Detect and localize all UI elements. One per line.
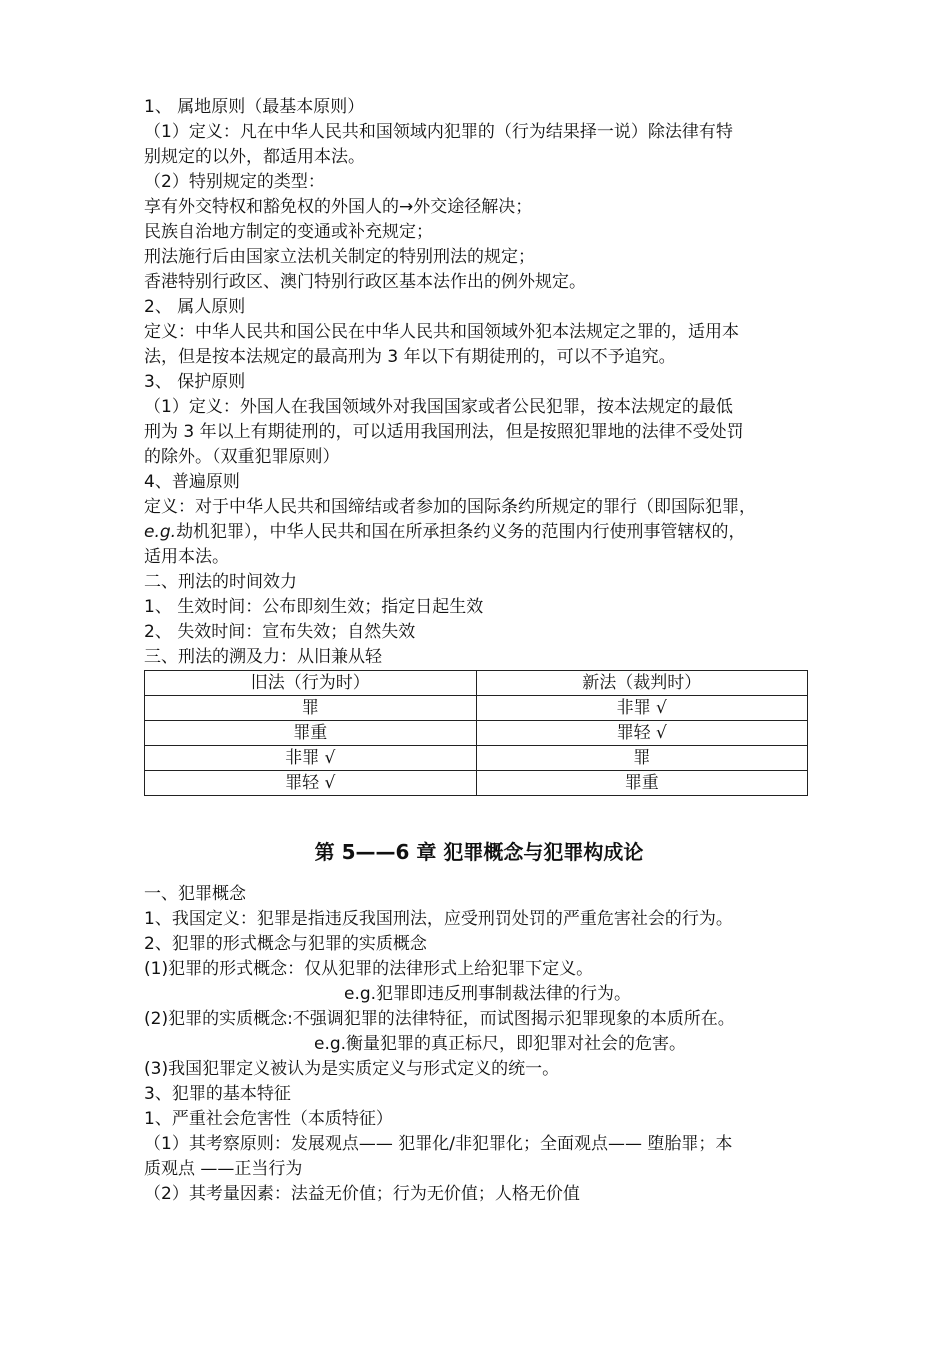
document-body: [144, 95, 814, 1207]
text-line: 质观点 ——正当行为: [144, 1159, 303, 1179]
table-cell: 罪重: [476, 771, 808, 796]
table-cell: 非罪 √: [476, 696, 808, 721]
text-line: (3)我国犯罪定义被认为是实质定义与形式定义的统一。: [144, 1059, 560, 1079]
text-line: （1）其考察原则：发展观点—— 犯罪化/非犯罪化；全面观点—— 堕胎罪；本: [144, 1134, 733, 1154]
text-line: 1、我国定义：犯罪是指违反我国刑法，应受刑罚处罚的严重危害社会的行为。: [144, 909, 733, 929]
text-line: 一、犯罪概念: [144, 884, 246, 904]
text-line: 2、犯罪的形式概念与犯罪的实质概念: [144, 934, 427, 954]
text-line-eg: [144, 520, 814, 545]
text-line: 3、犯罪的基本特征: [144, 1084, 291, 1104]
text-line: （2）其考量因素：法益无价值；行为无价值；人格无价值: [144, 1184, 580, 1204]
chapter-title: 第 5——6 章 犯罪概念与犯罪构成论: [314, 840, 644, 864]
text-line: 定义：中华人民共和国公民在中华人民共和国领域外犯本法规定之罪的，适用本: [144, 322, 739, 342]
table-header-old-law: 旧法（行为时）: [145, 671, 477, 696]
text-line: e.g.衡量犯罪的真正标尺，即犯罪对社会的危害。: [314, 1034, 687, 1054]
table-header-new-law: 新法（裁判时）: [476, 671, 808, 696]
table-cell: 罪轻 √: [145, 771, 477, 796]
text-line: 4、普遍原则: [144, 472, 240, 492]
text-line: 2、 失效时间：宣布失效；自然失效: [144, 622, 416, 642]
table-cell: 罪: [145, 696, 477, 721]
text-line: 适用本法。: [144, 547, 229, 567]
text-line: （1）定义：外国人在我国领域外对我国国家或者公民犯罪，按本法规定的最低: [144, 397, 733, 417]
section-crime-concept: [144, 882, 814, 1207]
text-line: 别规定的以外，都适用本法。: [144, 147, 365, 167]
text-line: 刑为 3 年以上有期徒刑的，可以适用我国刑法，但是按照犯罪地的法律不受处罚: [144, 422, 744, 442]
text-line: 的除外。（双重犯罪原则）: [144, 447, 340, 467]
table-cell: 非罪 √: [145, 746, 477, 771]
text-line: 法，但是按本法规定的最高刑为 3 年以下有期徒刑的，可以不予追究。: [144, 347, 676, 367]
text-line: 三、刑法的溯及力：从旧兼从轻: [144, 647, 382, 667]
text-line: 1、 生效时间：公布即刻生效；指定日起生效: [144, 597, 484, 617]
text-line: 2、 属人原则: [144, 297, 246, 317]
text-line: (2)犯罪的实质概念:不强调犯罪的法律特征，而试图揭示犯罪现象的本质所在。: [144, 1009, 735, 1029]
table-cell: 罪: [476, 746, 808, 771]
table-header-row: [145, 671, 808, 696]
table-row: [145, 696, 808, 721]
table-row: [145, 721, 808, 746]
table-row: [145, 746, 808, 771]
text-line: (1)犯罪的形式概念：仅从犯罪的法律形式上给犯罪下定义。: [144, 959, 594, 979]
text-line: 民族自治地方制定的变通或补充规定；: [144, 222, 433, 242]
text-line: 3、 保护原则: [144, 372, 246, 392]
table-cell: 罪重: [145, 721, 477, 746]
eg-rest: 劫机犯罪），中华人民共和国在所承担条约义务的范围内行使刑事管辖权的，: [176, 522, 746, 542]
text-line: （2）特别规定的类型：: [144, 172, 325, 192]
text-line: （1）定义：凡在中华人民共和国领域内犯罪的（行为结果择一说）除法律有特: [144, 122, 733, 142]
text-line: e.g.犯罪即违反刑事制裁法律的行为。: [344, 984, 632, 1004]
section-time-effect: [144, 545, 814, 670]
table-row: [145, 771, 808, 796]
section-jurisdiction: [144, 95, 814, 520]
retroactivity-table: [144, 670, 808, 796]
eg-abbrev: e.g.: [144, 522, 177, 542]
text-line: 二、刑法的时间效力: [144, 572, 297, 592]
table-cell: 罪轻 √: [476, 721, 808, 746]
text-line: 定义：对于中华人民共和国缔结或者参加的国际条约所规定的罪行（即国际犯罪，: [144, 497, 756, 517]
text-line: 享有外交特权和豁免权的外国人的→外交途径解决；: [144, 197, 533, 217]
text-line: 香港特别行政区、澳门特别行政区基本法作出的例外规定。: [144, 272, 586, 292]
text-line: 1、严重社会危害性（本质特征）: [144, 1109, 393, 1129]
text-line: 1、 属地原则（最基本原则）: [144, 97, 365, 117]
text-line: 刑法施行后由国家立法机关制定的特别刑法的规定；: [144, 247, 535, 267]
